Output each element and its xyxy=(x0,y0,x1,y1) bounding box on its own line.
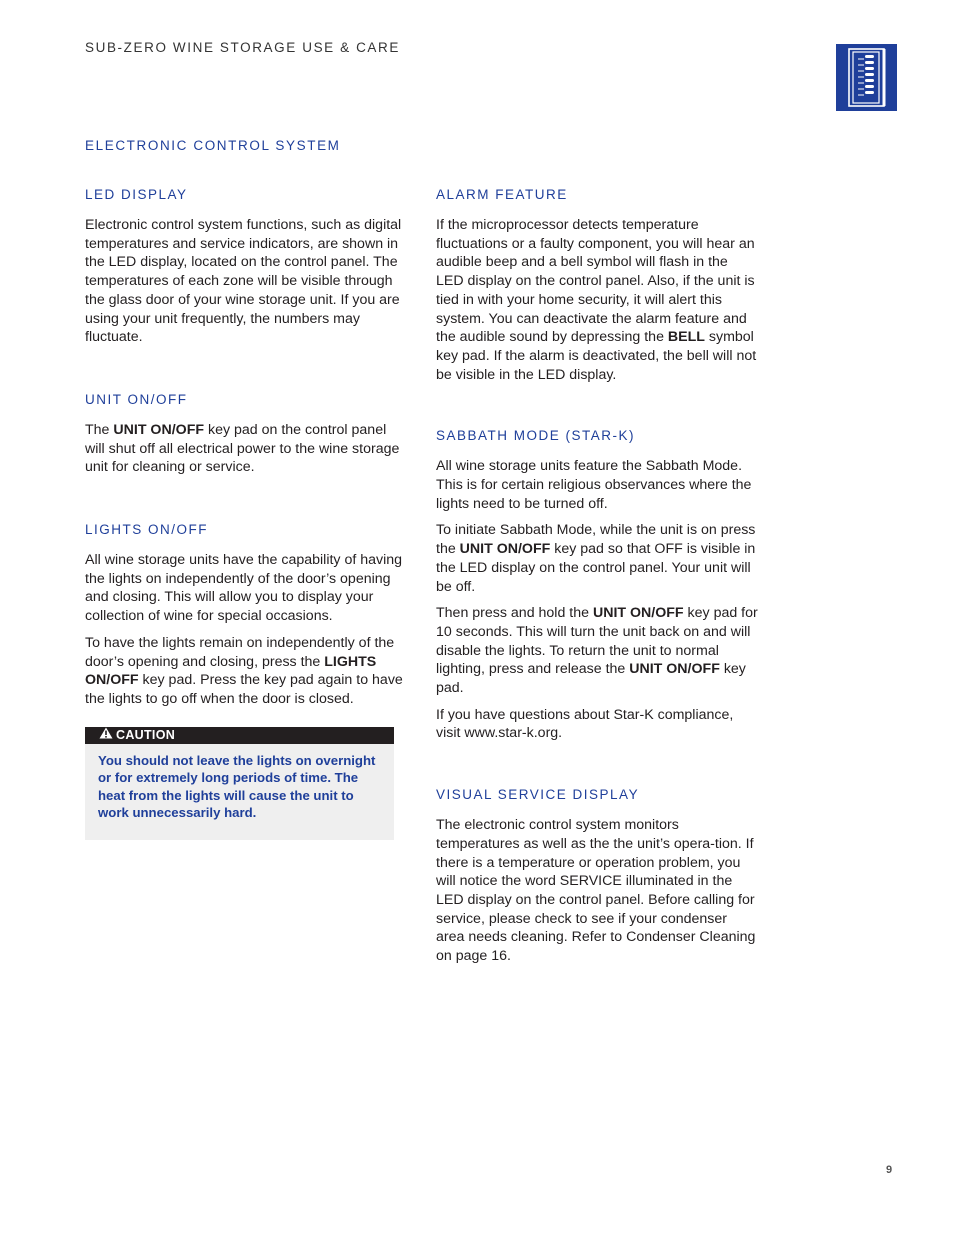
sabbath-mode-heading: SABBATH MODE (STAR-K) xyxy=(436,428,636,444)
sabbath-mode-paragraph-3: Then press and hold the UNIT ON/OFF key pad for 10 seconds. This will turn the unit back on and will disable the lights. To return the unit to normal lighting, press and release the UNIT ON/OFF key pad. xyxy=(436,605,758,697)
led-display-paragraph: Electronic control system functions, such as digital temperatures and service indicators, are shown in the LED display, located on the control panel. The temperatures of each zone will be visible through the glass door of your wine storage unit. If you are using your unit frequently, the numbers may fluctuate. xyxy=(85,217,402,346)
running-head: SUB-ZERO WINE STORAGE USE & CARE xyxy=(85,40,400,55)
warning-triangle-icon xyxy=(99,726,113,744)
alarm-feature-paragraph: If the microprocessor detects temperature fluctuations or a faulty component, you will hear an audible beep and a bell symbol will flash in the LED display on the control panel. Also, if the unit is tied in with your home security, it will alert this system. You can deactivate the alarm feature and the audible sound by depressing the BELL symbol key pad. If the alarm is deactivated, the bell will not be visible in the LED display. xyxy=(436,217,757,383)
sabbath-mode-paragraph-1: All wine storage units feature the Sabbath Mode. This is for certain religious observances where the lights need to be turned off. xyxy=(436,458,752,512)
visual-service-heading: VISUAL SERVICE DISPLAY xyxy=(436,787,640,803)
lights-onoff-heading: LIGHTS ON/OFF xyxy=(85,522,209,538)
left-column xyxy=(85,186,405,840)
caution-text: You should not leave the lights on overnight or for extremely long periods of time. The heat from the lights will cause the unit to work unnecessarily hard. xyxy=(98,752,376,821)
lights-onoff-paragraph-1: All wine storage units have the capability of having the lights on independently of the door’s opening and closing. This will allow you to display your collection of wine for special occasions. xyxy=(85,552,403,625)
visual-service-paragraph: The electronic control system monitors temperatures as well as the the unit’s opera-tion. If there is a temperature or operation problem, you will notice the word SERVICE illuminated in the LED display on the control panel. Before calling for service, please check to see if your condenser area needs cleaning. Refer to Condenser Cleaning on page 16. xyxy=(436,817,756,965)
lights-onoff-paragraph-2: To have the lights remain on independently of the door’s opening and closing, press the LIGHTS ON/OFF key pad. Press the key pad again to have the lights to go off when the door is closed. xyxy=(85,634,403,707)
wine-storage-unit-icon xyxy=(836,44,897,111)
unit-onoff-paragraph: The UNIT ON/OFF key pad on the control panel will shut off all electrical power to the wine storage unit for cleaning or service. xyxy=(85,421,400,476)
alarm-feature-heading: ALARM FEATURE xyxy=(436,187,568,202)
caution-header xyxy=(85,727,394,744)
led-display-heading: LED DISPLAY xyxy=(85,187,188,202)
right-column xyxy=(436,186,758,974)
sabbath-mode-paragraph-2: To initiate Sabbath Mode, while the unit is on press the UNIT ON/OFF key pad so that OFF is visible in the LED display on the control panel. Your unit will be off. xyxy=(436,522,756,595)
section-title: ELECTRONIC CONTROL SYSTEM xyxy=(85,138,341,153)
caution-label: CAUTION xyxy=(116,728,176,743)
page-number: 9 xyxy=(886,1164,893,1176)
sabbath-mode-paragraph-4: If you have questions about Star-K compliance, visit www.star-k.org. xyxy=(436,706,734,742)
unit-onoff-heading: UNIT ON/OFF xyxy=(85,391,188,407)
caution-box xyxy=(85,727,394,840)
